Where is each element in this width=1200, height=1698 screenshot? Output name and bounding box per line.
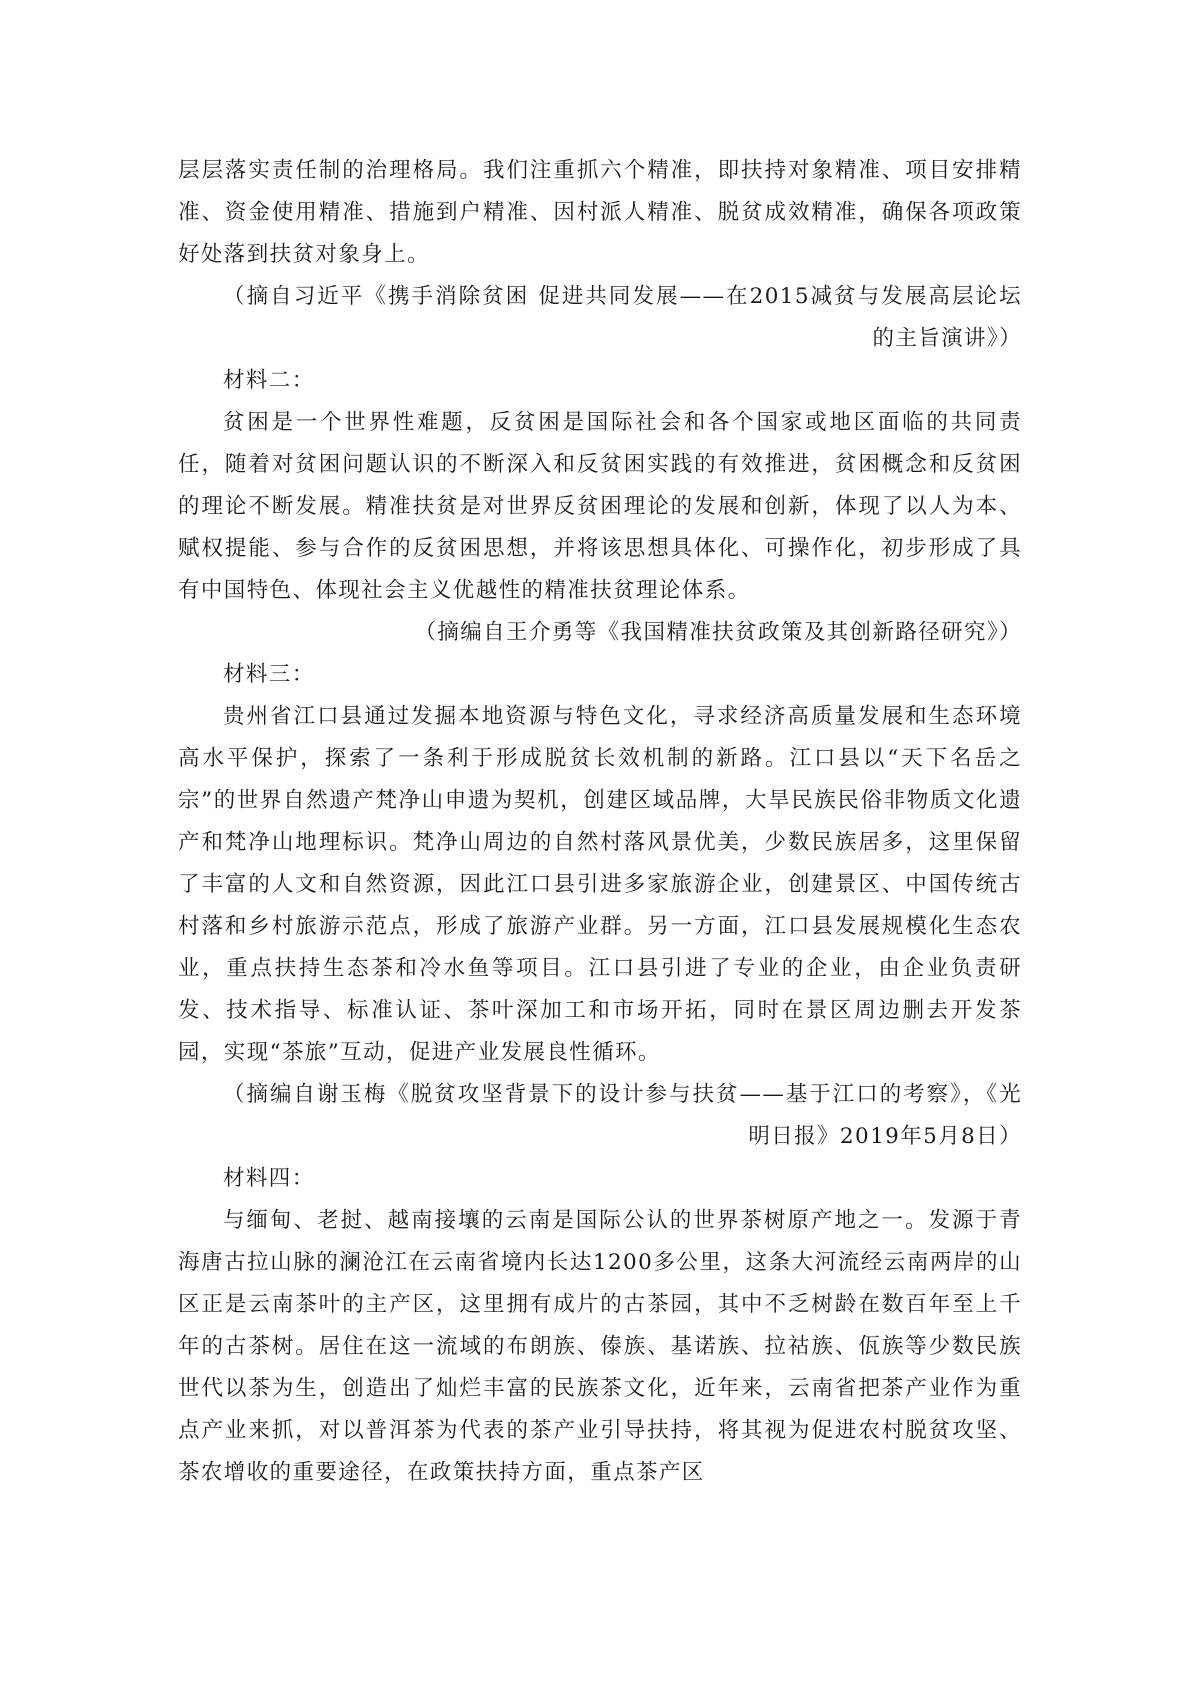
material-1-source: （摘自习近平《携手消除贫困 促进共同发展——在2015减贫与发展高层论坛的主旨演讲》） bbox=[223, 284, 1022, 351]
material-3-source: （摘编自谢玉梅《脱贫攻坚背景下的设计参与扶贫——基于江口的考察》，《光明日报》2019年5月8日） bbox=[223, 1082, 1022, 1149]
material-4-body: 与缅甸、老挝、越南接壤的云南是国际公认的世界茶树原产地之一。发源于青海唐古拉山脉的澜沧江在云南省境内长达1200多公里，这条大河流经云南两岸的山区正是云南茶叶的主产区，这里拥有成片的古茶园，其中不乏树龄在数百年至上千年的古茶树。居住在这一流域的布朗族、傣族、基诺族、拉祜族、佤族等少数民族世代以茶为生，创造出了灿烂丰富的民族茶文化，近年来，云南省把茶产业作为重点产业来抓，对以普洱茶为代表的茶产业引导扶持，将其视为促进农村脱贫攻坚、茶农增收的重要途径，在政策扶持方面，重点茶产区 bbox=[178, 1208, 1022, 1485]
material-3-body: 贵州省江口县通过发掘本地资源与特色文化，寻求经济高质量发展和生态环境高水平保护，探索了一条利于形成脱贫长效机制的新路。江口县以“天下名岳之宗”的世界自然遗产梵净山申遗为契机，创建区域品牌，大旱民族民俗非物质文化遗产和梵净山地理标识。梵净山周边的自然村落风景优美，少数民族居多，这里保留了丰富的人文和自然资源，因此江口县引进多家旅游企业，创建景区、中国传统古村落和乡村旅游示范点，形成了旅游产业群。另一方面，江口县发展规模化生态农业，重点扶持生态茶和冷水鱼等项目。江口县引进了专业的企业，由企业负责研发、技术指导、标准认证、茶叶深加工和市场开拓，同时在景区周边删去开发茶园，实现“茶旅”互动，促进产业发展良性循环。 bbox=[178, 704, 1022, 1065]
material-2-heading: 材料二： bbox=[223, 368, 315, 393]
material-2-source: （摘编自王介勇等《我国精准扶贫政策及其创新路径研究》） bbox=[414, 620, 1022, 645]
document-body bbox=[178, 150, 1022, 1494]
material-2-body: 贫困是一个世界性难题，反贫困是国际社会和各个国家或地区面临的共同责任，随着对贫困问题认识的不断深入和反贫困实践的有效推进，贫困概念和反贫困的理论不断发展。精准扶贫是对世界反贫困理论的发展和创新，体现了以人为本、赋权提能、参与合作的反贫困思想，并将该思想具体化、可操作化，初步形成了具有中国特色、体现社会主义优越性的精准扶贫理论体系。 bbox=[178, 410, 1022, 603]
material-4-heading: 材料四： bbox=[223, 1166, 315, 1191]
material-3-heading: 材料三： bbox=[223, 662, 315, 687]
material-1-continuation: 层层落实责任制的治理格局。我们注重抓六个精准，即扶持对象精准、项目安排精准、资金使用精准、措施到户精准、因村派人精准、脱贫成效精准，确保各项政策好处落到扶贫对象身上。 bbox=[178, 158, 1022, 267]
